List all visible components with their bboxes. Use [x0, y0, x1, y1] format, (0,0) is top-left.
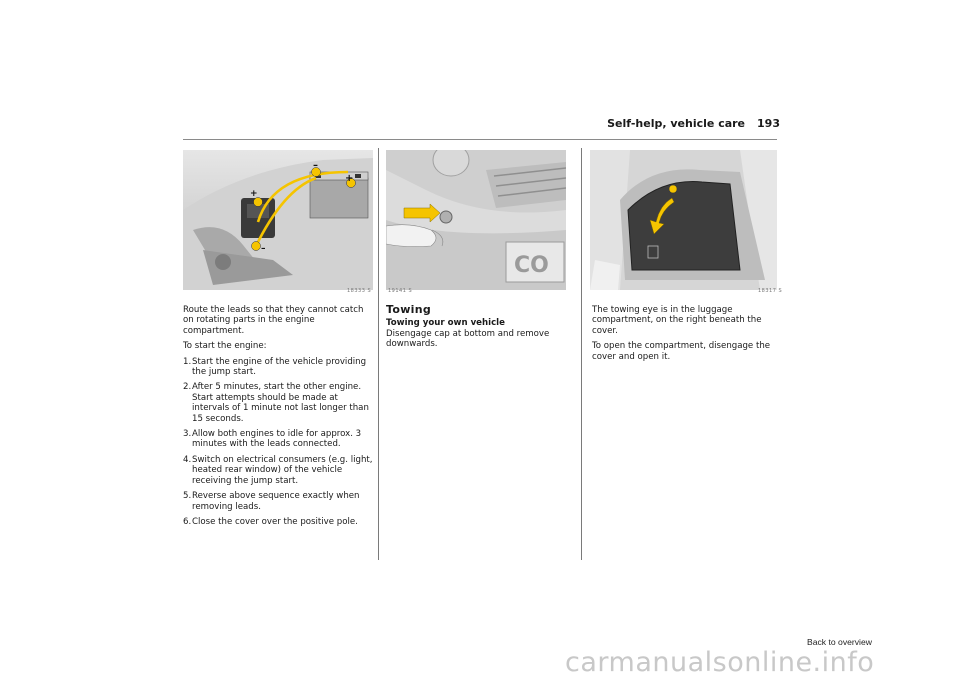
figure-code: 18333 S — [347, 288, 372, 294]
step-number: 3. — [183, 429, 192, 440]
right-column — [592, 305, 776, 367]
svg-text:–: – — [261, 244, 266, 254]
list-item — [183, 429, 373, 450]
step-number: 6. — [183, 516, 192, 527]
watermark: carmanualsonline.info — [565, 647, 875, 678]
steps-list — [183, 357, 373, 528]
towing-eye-paragraph: The towing eye is in the luggage compartment, on the right beneath the cover. — [592, 305, 762, 336]
column-divider-1 — [378, 148, 379, 560]
list-item — [183, 455, 373, 486]
svg-text:+: + — [250, 189, 258, 199]
step-number: 5. — [183, 491, 192, 502]
list-item — [183, 357, 373, 378]
step-number: 2. — [183, 382, 192, 393]
svg-text:CO: CO — [514, 253, 549, 278]
step-text: Switch on electrical consumers (e.g. light, heated rear window) of the vehicle receiving the jump start. — [192, 454, 373, 486]
step-text: Close the cover over the positive pole. — [192, 516, 358, 527]
step-text: Start the engine of the vehicle providing the jump start. — [192, 356, 367, 378]
left-column — [183, 305, 373, 532]
towing-heading: Towing — [386, 303, 432, 316]
list-item — [183, 491, 373, 512]
column-divider-2 — [581, 148, 582, 560]
step-number: 4. — [183, 454, 192, 465]
open-compartment-paragraph: To open the compartment, disengage the cover and open it. — [592, 341, 771, 362]
middle-column — [386, 305, 571, 355]
svg-text:–: – — [313, 160, 318, 171]
header-rule — [183, 139, 777, 140]
towing-subheading: Towing your own vehicle — [386, 318, 505, 329]
figure-code: 19141 S — [388, 288, 413, 294]
page-header — [600, 117, 780, 133]
page-number: 193 — [757, 117, 780, 130]
figure-code: 18317 S — [758, 288, 783, 294]
step-number: 1. — [183, 356, 192, 367]
list-item — [183, 382, 373, 424]
step-text: After 5 minutes, start the other engine. Start attempts should be made at intervals of 1 minute not last longer than 15 seconds. — [192, 382, 369, 424]
intro-paragraph: Route the leads so that they cannot catch on rotating parts in the engine compartment. — [183, 305, 364, 336]
towing-body: Disengage cap at bottom and remove downwards. — [386, 328, 550, 350]
back-to-overview-link[interactable]: Back to overview — [807, 637, 872, 647]
luggage-compartment-illustration — [590, 150, 777, 290]
battery-jump-start-illustration — [183, 150, 373, 290]
start-label: To start the engine: — [183, 341, 267, 352]
svg-text:+: + — [345, 173, 354, 184]
step-text: Allow both engines to idle for approx. 3 minutes with the leads connected. — [192, 429, 362, 450]
step-text: Reverse above sequence exactly when removing leads. — [192, 491, 360, 512]
front-towing-illustration — [386, 150, 566, 290]
section-title: Self-help, vehicle care — [607, 117, 746, 130]
list-item — [183, 517, 373, 527]
